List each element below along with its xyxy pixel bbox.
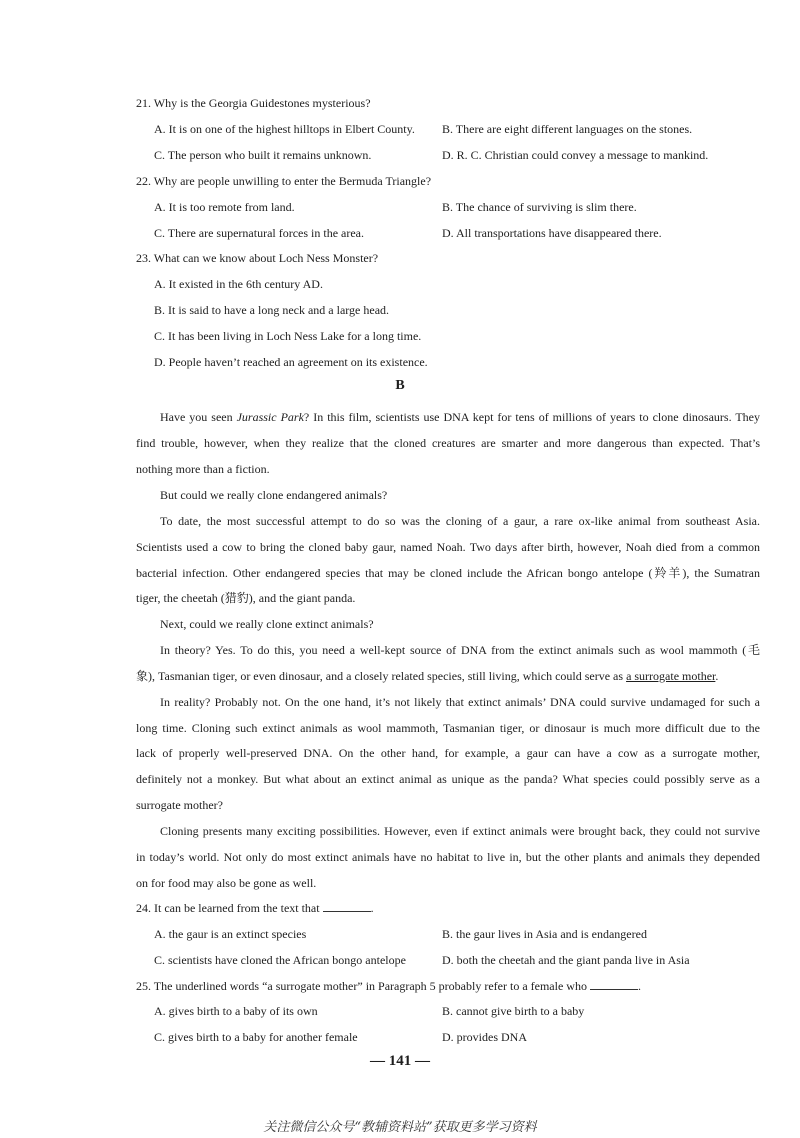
- passage-line: bacterial infection. Other endangered species that may be cloned include the African bongo antelope (羚羊), the Sumatran: [136, 566, 760, 580]
- underlined-phrase: a surrogate mother: [626, 669, 716, 683]
- answer-blank: [323, 901, 371, 912]
- passage-line: In reality? Probably not. On the one hand, it’s not likely that extinct animals’ DNA could survive undamaged for such a: [160, 695, 760, 709]
- passage-line: long time. Cloning such extinct animals as wool mammoth, Tasmanian tiger, or dinosaur is much more difficult due to the: [136, 721, 760, 735]
- section-heading: B: [395, 378, 405, 393]
- q25-option-b: B. cannot give birth to a baby: [442, 1004, 585, 1018]
- q25-option-d: D. provides DNA: [442, 1030, 527, 1044]
- q23-option-a: A. It existed in the 6th century AD.: [154, 277, 323, 291]
- passage-line: tiger, the cheetah (猎豹), and the giant panda.: [136, 591, 356, 605]
- q24-option-b: B. the gaur lives in Asia and is endangered: [442, 927, 647, 941]
- passage-line: lack of properly well-preserved DNA. On the other hand, for example, a gaur can have a cow as a surrogate mother,: [136, 746, 760, 760]
- q24-stem: 24. It can be learned from the text that .: [136, 901, 374, 915]
- q25-option-a: A. gives birth to a baby of its own: [154, 1004, 318, 1018]
- passage-line: But could we really clone endangered animals?: [160, 488, 388, 502]
- q23-option-d: D. People haven’t reached an agreement on its existence.: [154, 355, 428, 369]
- q24-option-d: D. both the cheetah and the giant panda live in Asia: [442, 953, 690, 967]
- passage-line: 象), Tasmanian tiger, or even dinosaur, and a closely related species, still living, which could serve as a surrogate mother.: [136, 669, 719, 683]
- q23-option-c: C. It has been living in Loch Ness Lake for a long time.: [154, 329, 422, 343]
- page-number: — 141 —: [370, 1053, 430, 1069]
- q22-stem: 22. Why are people unwilling to enter the Bermuda Triangle?: [136, 174, 432, 188]
- passage-line: To date, the most successful attempt to do so was the cloning of a gaur, a rare ox-like animal from southeast Asia.: [160, 514, 760, 528]
- q22-option-b: B. The chance of surviving is slim there.: [442, 200, 637, 214]
- q21-stem: 21. Why is the Georgia Guidestones mysterious?: [136, 96, 371, 110]
- q23-option-b: B. It is said to have a long neck and a large head.: [154, 303, 390, 317]
- q21-option-b: B. There are eight different languages on the stones.: [442, 122, 693, 136]
- q21-option-c: C. The person who built it remains unknown.: [154, 148, 372, 162]
- passage-line: In theory? Yes. To do this, you need a well-kept source of DNA from the extinct animals such as wool mammoth (毛: [160, 643, 760, 657]
- passage-line: on for food may also be gone as well.: [136, 876, 317, 890]
- q21-option-a: A. It is on one of the highest hilltops in Elbert County.: [154, 122, 415, 136]
- q25-option-c: C. gives birth to a baby for another female: [154, 1030, 358, 1044]
- passage-line: find trouble, however, when they realize that the cloned creatures are smarter and more dangerous than expected. That’s: [136, 436, 760, 450]
- q23-stem: 23. What can we know about Loch Ness Monster?: [136, 251, 379, 265]
- passage-line: Next, could we really clone extinct animals?: [160, 617, 374, 631]
- passage-line: surrogate mother?: [136, 798, 223, 812]
- q24-option-c: C. scientists have cloned the African bongo antelope: [154, 953, 406, 967]
- q22-option-a: A. It is too remote from land.: [154, 200, 295, 214]
- q22-option-d: D. All transportations have disappeared there.: [442, 226, 662, 240]
- passage-line: nothing more than a fiction.: [136, 462, 270, 476]
- passage-line: in today’s world. Not only do most extinct animals have no habitat to live in, but the other plants and animals they depended: [136, 850, 760, 864]
- q25-stem: 25. The underlined words “a surrogate mother” in Paragraph 5 probably refer to a female who .: [136, 979, 641, 993]
- answer-blank: [590, 979, 638, 990]
- film-title: Jurassic Park: [236, 410, 304, 424]
- passage-line: Have you seen Jurassic Park? In this film, scientists use DNA kept for tens of millions of years to clone dinosaurs. They: [160, 410, 760, 424]
- footer-note: 关注微信公众号“教辅资料站”获取更多学习资料: [263, 1120, 537, 1135]
- passage-line: Cloning presents many exciting possibilities. However, even if extinct animals were brought back, they could not survive: [160, 824, 760, 838]
- q24-option-a: A. the gaur is an extinct species: [154, 927, 307, 941]
- q22-option-c: C. There are supernatural forces in the area.: [154, 226, 365, 240]
- passage-line: definitely not a monkey. But what about an extinct animal as unique as the panda? What species could possibly serve as a: [136, 772, 760, 786]
- q21-option-d: D. R. C. Christian could convey a message to mankind.: [442, 148, 709, 162]
- passage-line: Scientists used a cow to bring the cloned baby gaur, named Noah. Two days after birth, however, Noah died from a common: [136, 540, 760, 554]
